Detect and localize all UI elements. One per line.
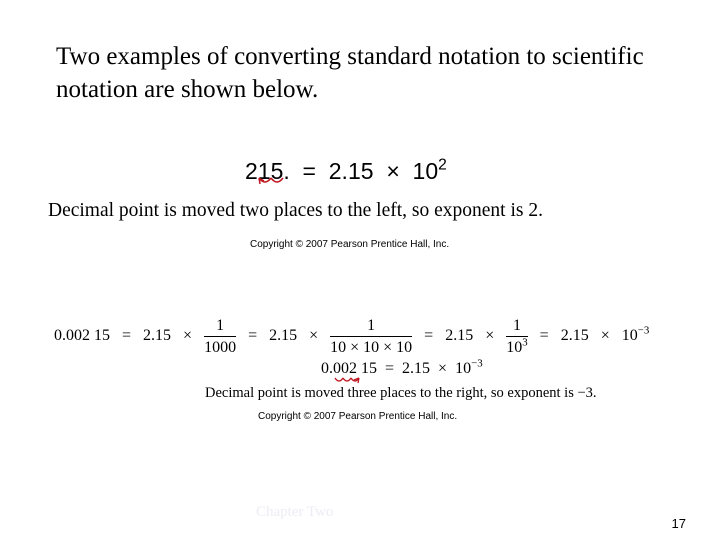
example2-decimal-arrows — [335, 378, 359, 383]
example2-coefficient-4: 2.15 — [560, 327, 589, 345]
fraction-1-denominator: 1000 — [204, 339, 237, 356]
example2-coefficient-1: 2.15 — [143, 327, 172, 345]
slide-title: Two examples of converting standard notation to scientific notation are shown below. — [56, 43, 644, 103]
example1-base: 10 — [412, 158, 439, 184]
example2-result-base: 10 — [621, 327, 638, 345]
footer-chapter: Chapter Two — [256, 504, 334, 520]
summary-base: 10 — [455, 360, 472, 377]
example2-times-2: × — [309, 327, 319, 345]
example2-equation — [54, 316, 649, 357]
summary-lhs: 0.002 15 — [321, 360, 377, 377]
arrowhead-2 — [354, 378, 359, 383]
example1-explanation: Decimal point is moved two places to the left, so exponent is 2. — [48, 200, 543, 221]
example2-fraction-1 — [204, 316, 236, 357]
arrow-hop-4 — [343, 378, 351, 381]
example2-coefficient-2: 2.15 — [269, 327, 298, 345]
summary-coefficient: 2.15 — [402, 360, 431, 377]
example2-result-exponent: −3 — [637, 324, 650, 337]
fraction-3-numerator: 1 — [506, 316, 527, 337]
example2-copyright: Copyright © 2007 Pearson Prentice Hall, Inc. — [258, 411, 458, 422]
arrow-hop-5 — [351, 378, 359, 381]
example1-lhs: 215. — [245, 158, 290, 184]
example2-times-4: × — [600, 327, 610, 345]
example2-times-1: × — [183, 327, 193, 345]
summary-equals: = — [385, 360, 395, 377]
example2-coefficient-3: 2.15 — [445, 327, 474, 345]
fraction-1-numerator: 1 — [204, 316, 236, 337]
example1-times: × — [386, 158, 400, 184]
arrow-hop-3 — [335, 378, 343, 381]
summary-exponent: −3 — [471, 357, 483, 370]
example2-equals-1: = — [122, 327, 132, 345]
fraction-3-denominator-base: 10 — [506, 339, 523, 356]
fraction-2-numerator: 1 — [330, 316, 412, 337]
fraction-3-denominator — [506, 337, 527, 357]
example2-explanation: Decimal point is moved three places to the right, so exponent is −3. — [205, 385, 597, 401]
example2-lhs: 0.002 15 — [54, 327, 110, 345]
example2-equals-4: = — [539, 327, 549, 345]
example2-times-3: × — [485, 327, 495, 345]
example1-exponent: 2 — [438, 156, 447, 174]
example2-summary-equation — [321, 357, 483, 378]
fraction-3-denominator-exponent: 3 — [522, 336, 528, 349]
example2-equals-2: = — [248, 327, 258, 345]
example1-equals: = — [302, 158, 316, 184]
page-number: 17 — [671, 516, 686, 531]
example1-copyright: Copyright © 2007 Pearson Prentice Hall, Inc. — [250, 239, 450, 250]
example1-equation — [245, 158, 447, 185]
example2-equals-3: = — [424, 327, 434, 345]
example2-fraction-2 — [330, 316, 412, 357]
summary-times: × — [438, 360, 448, 377]
fraction-2-denominator: 10 × 10 × 10 — [330, 339, 413, 356]
example2-fraction-3 — [506, 316, 527, 357]
example1-coefficient: 2.15 — [328, 158, 374, 184]
